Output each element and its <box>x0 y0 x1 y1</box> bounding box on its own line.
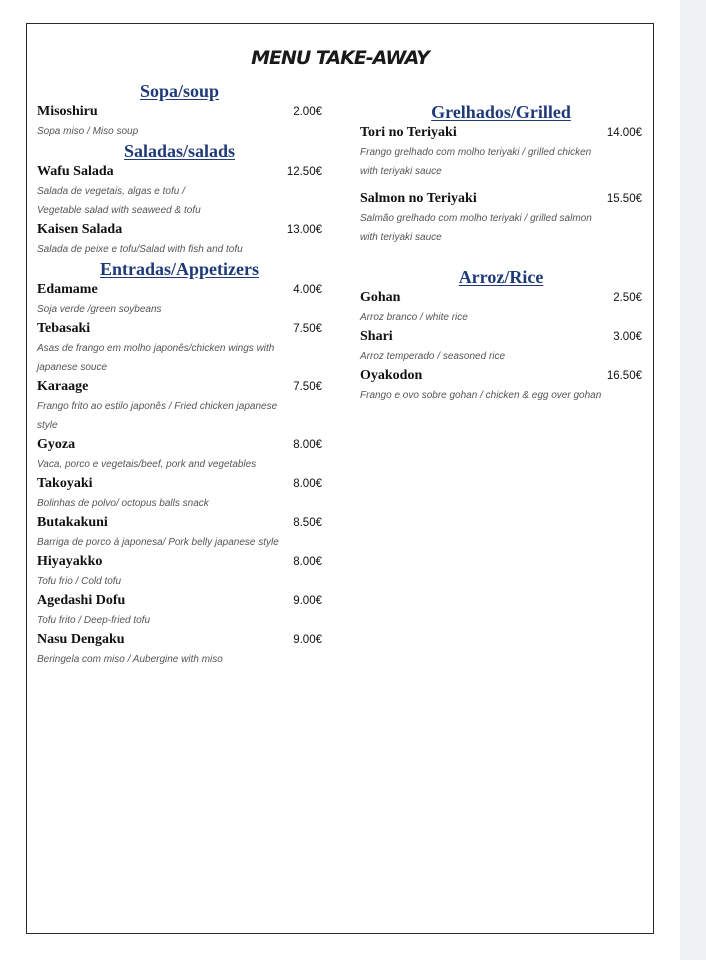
menu-item-tebasaki <box>37 319 322 377</box>
item-description: Frango e ovo sobre gohan / chicken & egg over gohan <box>360 390 602 401</box>
item-price: 9.00€ <box>293 595 322 607</box>
item-row <box>360 189 642 209</box>
menu-item-gyoza <box>37 435 322 474</box>
item-name: Butakakuni <box>37 515 108 530</box>
item-description: Arroz branco / white rice <box>360 312 468 323</box>
item-row <box>37 220 322 240</box>
right-column <box>360 102 642 405</box>
menu-item-kaisen-salada <box>37 220 322 259</box>
item-description: Sopa miso / Miso soup <box>37 126 139 137</box>
menu-item-tori-no-teriyaki <box>360 123 642 181</box>
item-row <box>37 377 322 397</box>
menu-item-agedashi-dofu <box>37 591 322 630</box>
item-price: 8.00€ <box>293 556 322 568</box>
item-description: Salmão grelhado com molho teriyaki / grilled salmon <box>360 213 592 224</box>
item-price: 8.00€ <box>293 439 322 451</box>
item-row <box>37 552 322 572</box>
item-description: Frango frito ao estilo japonês / Fried chicken japanese <box>37 401 278 412</box>
item-price: 14.00€ <box>606 127 642 139</box>
item-name: Salmon no Teriyaki <box>360 191 477 206</box>
item-row <box>37 162 322 182</box>
item-name: Agedashi Dofu <box>37 593 126 608</box>
item-name: Tori no Teriyaki <box>360 125 457 140</box>
section-sopa-soup <box>37 81 322 141</box>
item-description: Soja verde /green soybeans <box>37 304 162 315</box>
item-name: Tebasaki <box>37 321 91 336</box>
item-row <box>37 435 322 455</box>
item-price: 16.50€ <box>606 370 642 382</box>
item-row <box>37 319 322 339</box>
item-price: 15.50€ <box>606 193 642 205</box>
left-column <box>37 81 322 669</box>
item-description: Salada de vegetais, algas e tofu / <box>37 186 185 197</box>
menu-item-oyakodon <box>360 366 642 405</box>
item-description: Barriga de porco à japonesa/ Pork belly japanese style <box>37 537 279 548</box>
menu-item-gohan <box>360 288 642 327</box>
item-name: Takoyaki <box>37 476 93 491</box>
item-name: Misoshiru <box>37 104 98 119</box>
item-description: Frango grelhado com molho teriyaki / grilled chicken <box>360 147 592 158</box>
item-name: Hiyayakko <box>37 554 103 569</box>
item-description: Tofu frio / Cold tofu <box>37 576 122 587</box>
item-row <box>37 591 322 611</box>
item-price: 2.50€ <box>613 292 642 304</box>
section-grelhados-grilled <box>360 102 642 247</box>
item-price: 8.50€ <box>293 517 322 529</box>
section-title: Arroz/Rice <box>458 267 544 287</box>
item-row <box>37 630 322 650</box>
section-title: Entradas/Appetizers <box>100 259 259 279</box>
item-description: Tofu frito / Deep-fried tofu <box>37 615 151 626</box>
menu-item-salmon-no-teriyaki <box>360 189 642 247</box>
section-title: Grelhados/Grilled <box>431 102 571 122</box>
item-description: Vaca, porco e vegetais/beef, pork and vegetables <box>37 459 257 470</box>
menu-item-shari <box>360 327 642 366</box>
item-name: Oyakodon <box>360 368 423 383</box>
item-description: Asas de frango em molho japonês/chicken wings with <box>37 343 275 354</box>
item-price: 3.00€ <box>613 331 642 343</box>
section-arroz-rice <box>360 267 642 405</box>
item-price: 7.50€ <box>293 381 322 393</box>
item-description: Arroz temperado / seasoned rice <box>360 351 506 362</box>
item-description: japanese souce <box>37 362 108 373</box>
item-row <box>37 513 322 533</box>
menu-item-nasu-dengaku <box>37 630 322 669</box>
item-name: Wafu Salada <box>37 164 114 179</box>
item-description: Salada de peixe e tofu/Salad with fish and tofu <box>37 244 243 255</box>
menu-page <box>26 23 654 934</box>
item-name: Karaage <box>37 379 89 394</box>
item-price: 13.00€ <box>286 224 322 236</box>
item-price: 2.00€ <box>293 106 322 118</box>
section-title: Sopa/soup <box>139 81 220 101</box>
item-description: with teriyaki sauce <box>360 232 442 243</box>
menu-item-karaage <box>37 377 322 435</box>
item-description: style <box>37 420 58 431</box>
menu-item-takoyaki <box>37 474 322 513</box>
item-price: 7.50€ <box>293 323 322 335</box>
menu-item-wafu-salada <box>37 162 322 220</box>
item-row <box>360 288 642 308</box>
item-description: Bolinhas de polvo/ octopus balls snack <box>37 498 209 509</box>
item-name: Gyoza <box>37 437 76 452</box>
item-row <box>360 327 642 347</box>
item-name: Edamame <box>37 282 98 297</box>
item-price: 12.50€ <box>286 166 322 178</box>
item-price: 8.00€ <box>293 478 322 490</box>
item-description: Beringela com miso / Aubergine with miso <box>37 654 223 665</box>
menu-item-butakakuni <box>37 513 322 552</box>
item-name: Shari <box>360 329 393 344</box>
item-row <box>37 102 322 122</box>
menu-title: MENU TAKE-AWAY <box>251 47 429 69</box>
section-entradas-appetizers <box>37 259 322 669</box>
item-row <box>37 280 322 300</box>
section-saladas-salads <box>37 141 322 259</box>
menu-item-edamame <box>37 280 322 319</box>
item-row <box>360 123 642 143</box>
menu-item-hiyayakko <box>37 552 322 591</box>
item-name: Nasu Dengaku <box>37 632 125 647</box>
side-strip <box>680 0 706 960</box>
item-row <box>360 366 642 386</box>
item-row <box>37 474 322 494</box>
item-description: Vegetable salad with seaweed & tofu <box>37 205 201 216</box>
section-title: Saladas/salads <box>123 141 236 161</box>
item-price: 4.00€ <box>293 284 322 296</box>
menu-item-misoshiru <box>37 102 322 141</box>
item-price: 9.00€ <box>293 634 322 646</box>
item-name: Kaisen Salada <box>37 222 123 237</box>
item-name: Gohan <box>360 290 401 305</box>
item-description: with teriyaki sauce <box>360 166 442 177</box>
